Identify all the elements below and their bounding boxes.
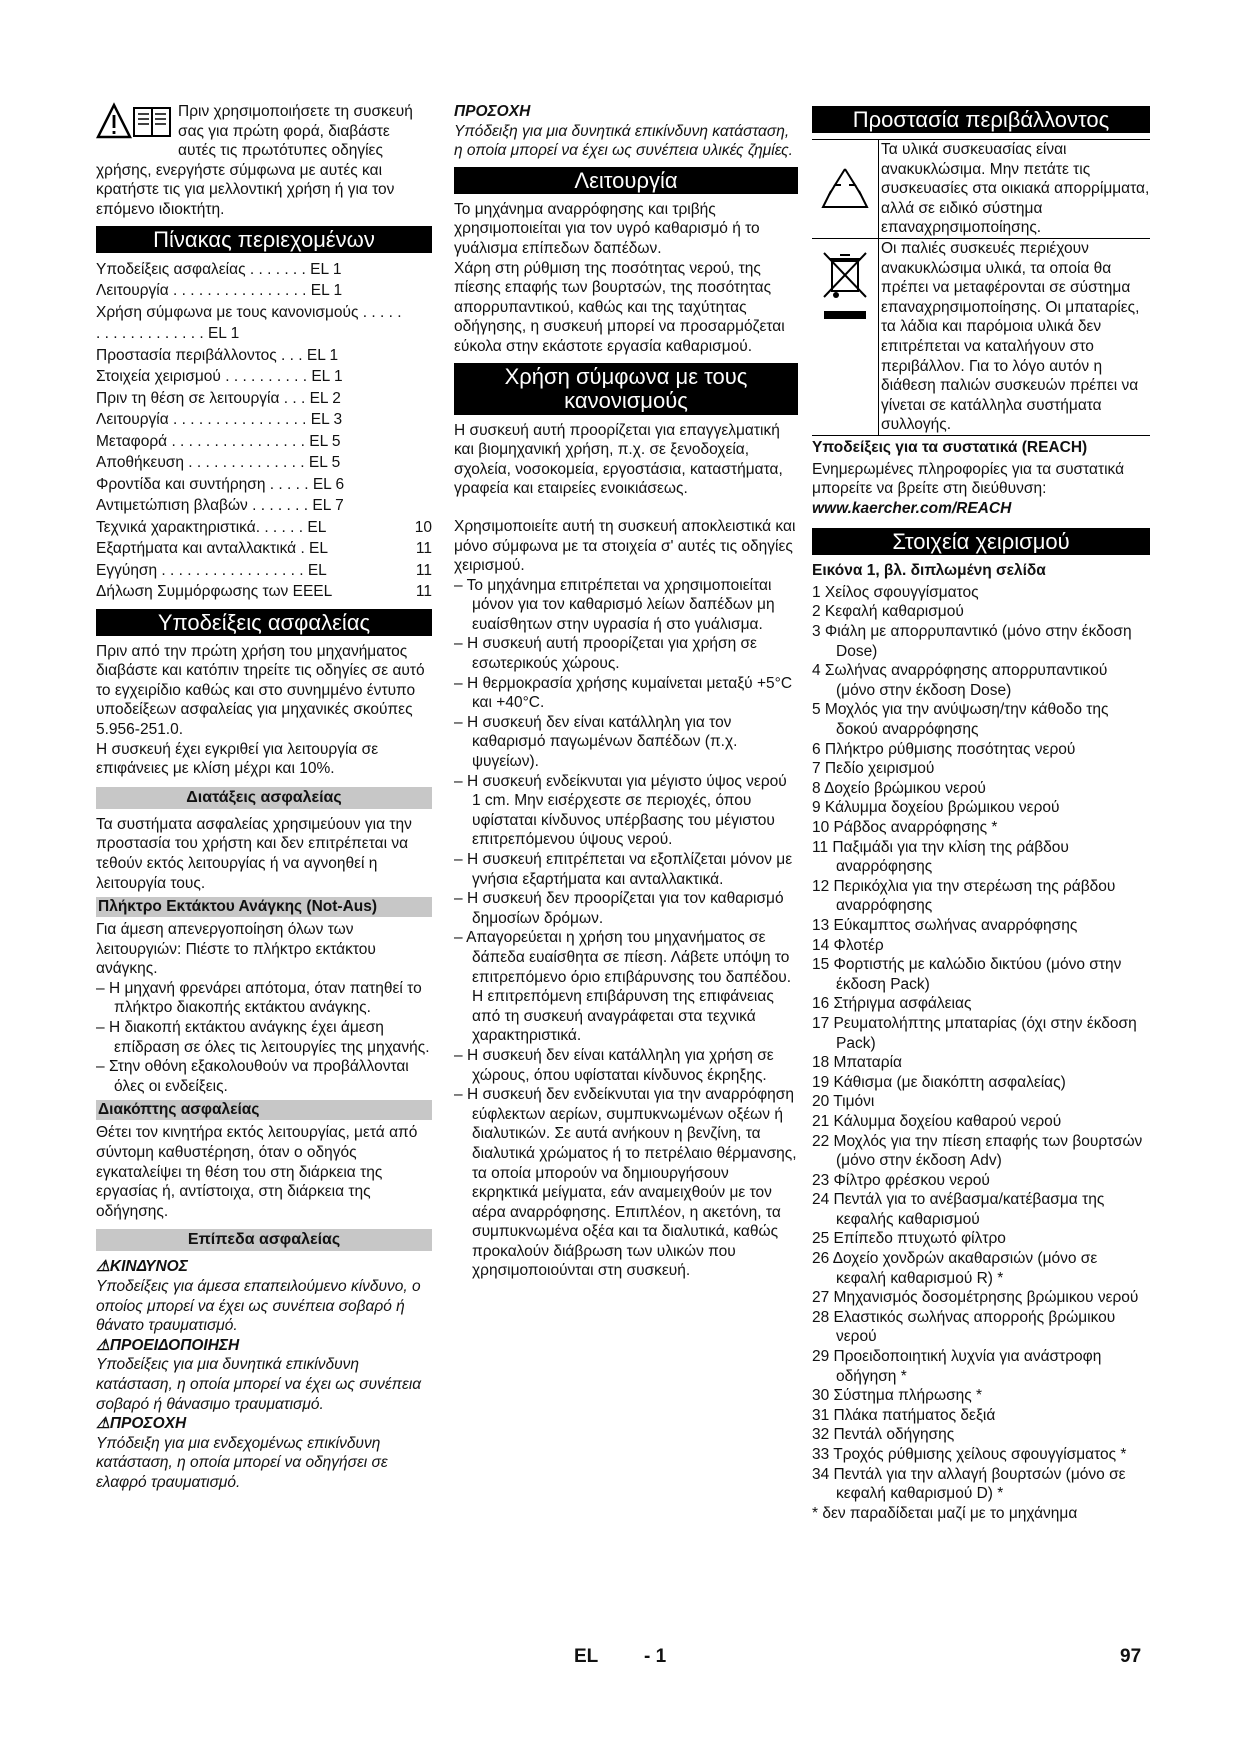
list-item: 20 Τιμόνι [812, 1093, 875, 1111]
emergency-stop-list [96, 979, 432, 1097]
reach-title: Υποδείξεις για τα συστατικά (REACH) [812, 435, 1150, 458]
list-item: – Η συσκευή αυτή προορίζεται για χρήση σε εσωτερικούς χώρους. [454, 635, 757, 673]
controls-footnote: * δεν παραδίδεται μαζί με το μηχάνημα [812, 1504, 1078, 1522]
safety-title: Υποδείξεις ασφαλείας [96, 609, 432, 636]
toc-page [402, 302, 432, 345]
list-item: 27 Μηχανισμός δοσομέτρησης βρώμικου νερού [812, 1289, 1139, 1307]
footer-page-ref: - 1 [644, 1646, 667, 1667]
safety-levels-title: Επίπεδα ασφαλείας [96, 1229, 432, 1251]
environment-title: Προστασία περιβάλλοντος [812, 106, 1150, 133]
toc-page [402, 474, 432, 496]
toc-row[interactable] [96, 495, 432, 517]
safety-paragraph-1: Πριν από την πρώτη χρήση του μηχανήματος διαβάστε και κατόπιν τηρείτε τις οδηγίες σε αυτό το εγχειρίδιο καθώς και στο συνημμένο έντυπο υποδείξεων ασφαλείας για μηχανικές σκούπες 5.956-251.0. [96, 642, 425, 738]
toc-row[interactable] [96, 474, 432, 496]
toc-row[interactable] [96, 366, 432, 388]
controls-subtitle: Εικόνα 1, βλ. διπλωμένη σελίδα [812, 562, 1046, 580]
toc-row[interactable] [96, 538, 432, 560]
toc-label: Λειτουργία . . . . . . . . . . . . . . . . EL 1 [96, 282, 343, 300]
toc-label: Αντιμετώπιση βλαβών . . . . . . . EL 7 [96, 497, 344, 515]
packaging-text: Τα υλικά συσκευασίας είναι ανακυκλώσιμα. Μην πετάτε τις συσκευασίες στα οικιακά απορρίμματα, αλλά σε ειδικό σύστημα επαναχρησιμοποίησης. [881, 141, 1150, 237]
warning-triangle-icon: ⚠ [96, 1415, 110, 1433]
list-item: 17 Ρευματολήπτης μπαταρίας (όχι στην έκδοση Pack) [812, 1014, 1137, 1052]
list-item: – Η διακοπή εκτάκτου ανάγκης έχει άμεση επίδραση σε όλες τις λειτουργίες της μηχανής. [96, 1019, 430, 1056]
function-paragraph-1: Το μηχάνημα αναρρόφησης και τριβής χρησιμοποιείται για τον υγρό καθαρισμό ή το γυάλισμα επίπεδων δαπέδων. [454, 200, 760, 257]
controls-title: Στοιχεία χειρισμού [812, 528, 1150, 555]
toc-label: Φροντίδα και συντήρηση . . . . . EL 6 [96, 475, 345, 493]
toc-row[interactable] [96, 452, 432, 474]
list-item: – Η συσκευή δεν ενδείκνυται για την αναρρόφηση εύφλεκτων αερίων, συμπυκνωμένων οξέων ή διαλυτικών. Σε αυτά ανήκουν η βενζίνη, τα διαλυτικά χρώματος ή το πετρέλαιο θέρμανσης, τα οποία μπορούν να δημιουργήσουν εκρηκτικά μείγματα, εάν αναμειχθούν με τον αέρα αναρρόφησης. Επιπλέον, η ακετόνη, τα συμπυκνωμένα οξέα και τα διαλυτικά, καθώς προκαλούν διάβρωση των υλικών που χρησιμοποιούνται στη συσκευή. [454, 1086, 797, 1280]
toc-row[interactable] [96, 259, 432, 281]
toc-page [402, 452, 432, 474]
toc-row[interactable] [96, 581, 432, 603]
list-item: – Η συσκευή δεν είναι κατάλληλη για τον καθαρισμό παγωμένων δαπέδων (π.χ. ψυγείων). [454, 713, 738, 771]
list-item: – Απαγορεύεται η χρήση του μηχανήματος σε δάπεδα ευαίσθητα σε πίεση. Λάβετε υπόψη το επιτρεπόμενο όριο επιβάρυνσης του δαπέδου. Η επιτρεπόμενη επιβάρυνση της επιφάνειας από τη συσκευή αναγράφεται στα τεχνικά χαρακτηριστικά. [454, 929, 791, 1045]
environment-box [812, 139, 1150, 435]
toc-page [402, 366, 432, 388]
toc-label: Εξαρτήματα και ανταλλακτικά . EL [96, 540, 329, 558]
list-item: 1 Χείλος σφουγγίσματος [812, 583, 979, 601]
intro-text: Πριν χρησιμοποιήσετε τη συσκευή σας για πρώτη φορά, διαβάστε αυτές τις πρωτότυπες οδηγίες χρήσης, ενεργήστε σύμφωνα με αυτές και κρατήστε τις για μελλοντική χρήση ή για τον επόμενο ιδιοκτήτη. [96, 103, 413, 218]
list-item: 23 Φίλτρο φρέσκου νερού [812, 1171, 990, 1189]
list-item: 25 Επίπεδο πτυχωτό φίλτρο [812, 1230, 1006, 1248]
list-item: 21 Κάλυμμα δοχείου καθαρού νερού [812, 1112, 1062, 1130]
list-item: 14 Φλοτέρ [812, 936, 884, 954]
list-item: 6 Πλήκτρο ρύθμισης ποσότητας νερού [812, 740, 1076, 758]
list-item: 16 Στήριγμα ασφάλειας [812, 995, 972, 1013]
safety-devices-title: Διατάξεις ασφαλείας [96, 787, 432, 809]
toc-page [402, 409, 432, 431]
safety-switch-title: Διακόπτης ασφαλείας [96, 1100, 432, 1120]
list-item: 22 Μοχλός για την πίεση επαφής των βουρτσών (μόνο στην έκδοση Adv) [812, 1132, 1143, 1170]
list-item: 18 Μπαταρία [812, 1054, 902, 1072]
toc-label: Μεταφορά . . . . . . . . . . . . . . . . EL 5 [96, 432, 341, 450]
toc-title: Πίνακας περιεχομένων [96, 226, 432, 253]
list-item: 33 Τροχός ρύθμισης χείλους σφουγγίσματος * [812, 1446, 1127, 1463]
column-3 [812, 102, 1150, 1523]
function-paragraph-2: Χάρη στη ρύθμιση της ποσότητας νερού, της πίεσης επαφής των βουρτσών, της ποσότητας απορρυπαντικού, καθώς και της ταχύτητας οδήγησης, η συσκευή μπορεί να προσαρμόζεται εύκολα στην εκάστοτε εργασία καθαρισμού. [454, 259, 785, 355]
toc-row[interactable] [96, 409, 432, 431]
toc-label: Πριν τη θέση σε λειτουργία . . . EL 2 [96, 389, 341, 407]
list-item: 4 Σωλήνας αναρρόφησης απορρυπαντικού (μόνο στην έκδοση Dose) [812, 662, 1108, 699]
emergency-stop-title: Πλήκτρο Εκτάκτου Ανάγκης (Not-Aus) [96, 897, 432, 917]
list-item: 3 Φιάλη με απορρυπαντικό (μόνο στην έκδοση Dose) [812, 623, 1132, 660]
toc-label: Χρήση σύμφωνα με τους κανονισμούς . . . . . . . . . . . . . . . . . . EL 1 [96, 303, 402, 343]
intended-use-title: Χρήση σύμφωνα με τους κανονισμούς [454, 363, 798, 415]
safety-devices-text: Τα συστήματα ασφαλείας χρησιμεύουν για την προστασία του χρήστη και δεν επιτρέπεται να τεθούν εκτός λειτουργίας ή να αγνοηθεί η λειτουργία τους. [96, 815, 412, 892]
page-number: 97 [1120, 1646, 1142, 1667]
toc-label: Αποθήκευση . . . . . . . . . . . . . . EL 5 [96, 454, 341, 472]
function-title: Λειτουργία [454, 167, 798, 194]
intended-use-paragraph-1: Η συσκευή αυτή προορίζεται για επαγγελματική και βιομηχανική χρήση, π.χ. σε ξενοδοχεία, σχολεία, νοσοκομεία, εργοστάσια, καταστήματα, γραφεία και εταιρείες ενοικιάσεως. [454, 421, 783, 498]
toc-page [402, 431, 432, 453]
list-item: 19 Κάθισμα (με διακόπτη ασφαλείας) [812, 1073, 1066, 1091]
book-icon [134, 108, 170, 136]
toc-label: Προστασία περιβάλλοντος . . . EL 1 [96, 346, 339, 364]
caution-text: Υπόδειξη για μια ενδεχομένως επικίνδυνη κατάσταση, η οποία μπορεί να οδηγήσει σε ελαφρό τραυματισμό. [96, 1434, 388, 1491]
toc-row[interactable] [96, 431, 432, 453]
list-item: – Η συσκευή επιτρέπεται να εξοπλίζεται μόνον με γνήσια εξαρτήματα και ανταλλακτικά. [454, 851, 793, 888]
list-item: 34 Πεντάλ για την αλλαγή βουρτσών (μόνο σε κεφαλή καθαρισμού D) * [812, 1465, 1126, 1503]
toc-label: Λειτουργία . . . . . . . . . . . . . . . . EL 3 [96, 411, 343, 429]
notice-text: Υπόδειξη για μια δυνητικά επικίνδυνη κατάσταση, η οποία μπορεί να έχει ως συνέπεια υλικές ζημίες. [454, 122, 793, 160]
old-devices-text: Οι παλιές συσκευές περιέχουν ανακυκλώσιμα υλικά, τα οποία θα πρέπει να μεταφέρονται σε σύστημα επαναχρησιμοποίησης. Οι μπαταρίες, τα λάδια και παρόμοια υλικά δεν επιτρέπεται να καταλήγουν στο περιβάλλον. Για το λόγο αυτόν η διάθεση παλιών συσκευών πρέπει να γίνεται σε κατάλληλα συστήματα συλλογής. [881, 239, 1140, 434]
warning-and-manual-icons [96, 102, 174, 142]
list-item: 9 Κάλυμμα δοχείου βρώμικου νερού [812, 799, 1060, 817]
list-item: 5 Μοχλός για την ανύψωση/την κάθοδο της δοκού αναρρόφησης [812, 701, 1109, 739]
safety-paragraph-2: Η συσκευή έχει εγκριθεί για λειτουργία σε επιφάνειες με κλίση μέχρι και 10%. [96, 740, 379, 778]
warning-label: ⚠ΠΡΟΕΙΔΟΠΟΙΗΣΗ [96, 1336, 240, 1354]
list-item: – Το μηχάνημα επιτρέπεται να χρησιμοποιείται μόνον για τον καθαρισμό λείων δαπέδων μη ευαίσθητων στην υγρασία ή στο γυάλισμα. [454, 576, 775, 633]
warning-triangle-icon: ⚠ [96, 1336, 110, 1354]
toc-page: 11 [415, 561, 432, 579]
toc-row[interactable] [96, 280, 432, 302]
toc-label: Υποδείξεις ασφαλείας . . . . . . . EL 1 [96, 260, 342, 278]
intro-block [96, 102, 432, 220]
footer-language: EL [574, 1646, 599, 1667]
list-item: 2 Κεφαλή καθαρισμού [812, 603, 964, 621]
list-item: – Η συσκευή ενδείκνυται για μέγιστο ύψος νερού 1 cm. Μην εισέρχεστε σε περιοχές, όπου υφίσταται κίνδυνος υπέρβασης του μέγιστου επιτρεπόμενου ύψους νερού. [454, 772, 787, 849]
list-item: – Η συσκευή δεν προορίζεται για τον καθαρισμό δημοσίων δρόμων. [454, 890, 784, 927]
warning-triangle-icon [96, 102, 174, 142]
toc-page [402, 259, 432, 281]
table-of-contents [96, 259, 432, 603]
list-item: 8 Δοχείο βρώμικου νερού [812, 779, 986, 797]
old-devices-row [812, 239, 1150, 435]
toc-label: Εγγύηση . . . . . . . . . . . . . . . . . EL [96, 561, 327, 579]
toc-page: 11 [415, 540, 432, 558]
packaging-row [812, 140, 1150, 239]
toc-label: Τεχνικά χαρακτηριστικά. . . . . . EL [96, 518, 327, 536]
toc-page: 11 [415, 583, 432, 601]
list-item: 13 Εύκαμπτος σωλήνας αναρρόφησης [812, 916, 1078, 934]
toc-row[interactable] [96, 560, 432, 582]
recycle-icon [812, 140, 879, 238]
emergency-stop-text: Για άμεση απενεργοποίηση όλων των λειτουργιών: Πιέστε το πλήκτρο εκτάκτου ανάγκης. [96, 921, 376, 978]
list-item: – Η μηχανή φρενάρει απότομα, όταν πατηθεί το πλήκτρο διακοπής εκτάκτου ανάγκης. [96, 979, 422, 1017]
list-item: 24 Πεντάλ για το ανέβασμα/κατέβασμα της κεφαλής καθαρισμού [812, 1191, 1105, 1228]
toc-page [402, 345, 432, 367]
list-item: 12 Περικόχλια για την στερέωση της ράβδου αναρρόφησης [812, 877, 1116, 915]
list-item: 7 Πεδίο χειρισμού [812, 760, 935, 778]
list-item: 28 Ελαστικός σωλήνας απορροής βρώμικου νερού [812, 1308, 1116, 1346]
list-item: 10 Ράβδος αναρρόφησης * [812, 819, 998, 836]
list-item: – Η θερμοκρασία χρήσης κυμαίνεται μεταξύ +5°C και +40°C. [454, 674, 793, 712]
caution-label: ⚠ΠΡΟΣΟΧΗ [96, 1415, 187, 1433]
column-2 [454, 102, 798, 1281]
intended-use-paragraph-2: Χρησιμοποιείτε αυτή τη συσκευή αποκλειστικά και μόνο σύμφωνα με τα στοιχεία σ' αυτές τις οδηγίες χειρισμού. [454, 517, 796, 575]
list-item: 26 Δοχείο χονδρών ακαθαρσιών (μόνο σε κεφαλή καθαρισμού R) * [812, 1250, 1098, 1287]
danger-text: Υποδείξεις για άμεσα επαπειλούμενο κίνδυνο, ο οποίος μπορεί να έχει ως συνέπεια σοβαρό ή θάνατο τραυματισμό. [96, 1278, 421, 1335]
toc-row[interactable] [96, 517, 432, 539]
warning-text: Υποδείξεις για μια δυνητικά επικίνδυνη κατάσταση, η οποία μπορεί να έχει ως συνέπεια σοβαρό ή θάνασιμο τραυματισμό. [96, 1356, 422, 1413]
column-1 [96, 102, 432, 1493]
toc-page: 10 [414, 518, 432, 536]
toc-label: Στοιχεία χειρισμού . . . . . . . . . . EL 1 [96, 368, 343, 386]
warning-triangle-icon: ⚠ [96, 1258, 110, 1276]
list-item: 11 Παξιμάδι για την κλίση της ράβδου αναρρόφησης [812, 838, 1069, 876]
toc-row[interactable] [96, 388, 432, 410]
toc-page [402, 495, 432, 517]
toc-row[interactable] [96, 302, 432, 345]
list-item: 31 Πλάκα πατήματος δεξιά [812, 1406, 996, 1424]
list-item: 15 Φορτιστής με καλώδιο δικτύου (μόνο στην έκδοση Pack) [812, 956, 1122, 993]
controls-list [812, 583, 1150, 1504]
toc-page [402, 388, 432, 410]
reach-link[interactable]: www.kaercher.com/REACH [812, 499, 1012, 517]
toc-page [402, 280, 432, 302]
list-item: – Στην οθόνη εξακολουθούν να προβάλλονται όλες οι ενδείξεις. [96, 1058, 409, 1095]
notice-label: ΠΡΟΣΟΧΗ [454, 103, 531, 120]
list-item: 32 Πεντάλ οδήγησης [812, 1426, 955, 1444]
reach-text: Ενημερωμένες πληροφορίες για τα συστατικά μπορείτε να βρείτε στη διεύθυνση: [812, 460, 1125, 498]
intended-use-list [454, 576, 798, 1281]
list-item: 30 Σύστημα πλήρωσης * [812, 1387, 983, 1405]
list-item: 29 Προειδοποιητική λυχνία για ανάστροφη οδήγηση * [812, 1348, 1102, 1385]
toc-row[interactable] [96, 345, 432, 367]
danger-label: ⚠ΚΙΝΔΥΝΟΣ [96, 1258, 188, 1276]
toc-label: Δήλωση Συμμόρφωσης των ΕΕEL [96, 583, 333, 601]
safety-switch-text: Θέτει τον κινητήρα εκτός λειτουργίας, μετά από σύντομη καθυστέρηση, όταν ο οδηγός εγκαταλείψει τη θέση του στη διάρκεια της εργασίας ή, αντίστοιχα, στη διάρκεια της οδήγησης. [96, 1124, 418, 1220]
crossed-bin-icon [812, 239, 879, 435]
list-item: – Η συσκευή δεν είναι κατάλληλη για χρήση σε χώρους, όπου υφίσταται κίνδυνος έκρηξης. [454, 1046, 774, 1084]
